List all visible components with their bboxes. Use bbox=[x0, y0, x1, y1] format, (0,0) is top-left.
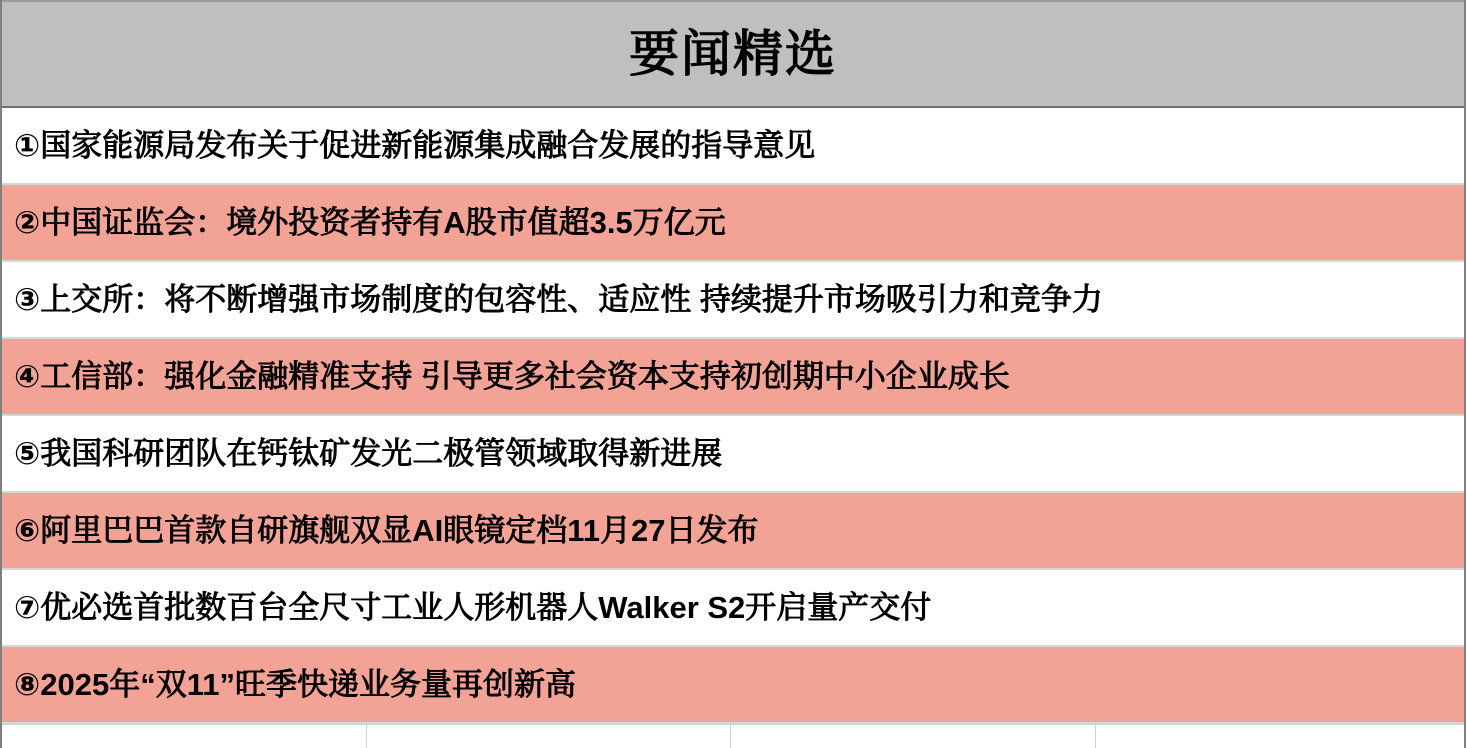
news-item-text: ⑤我国科研团队在钙钛矿发光二极管领域取得新进展 bbox=[14, 435, 723, 471]
empty-cell bbox=[367, 725, 731, 748]
news-item-text: ②中国证监会：境外投资者持有A股市值超3.5万亿元 bbox=[14, 204, 726, 240]
news-item-text: ④工信部：强化金融精准支持 引导更多社会资本支持初创期中小企业成长 bbox=[14, 358, 1010, 394]
news-row-8[interactable] bbox=[2, 647, 1464, 724]
news-item-text: ⑧2025年“双11”旺季快递业务量再创新高 bbox=[14, 666, 576, 702]
table-title-row bbox=[2, 0, 1464, 108]
news-row-6[interactable] bbox=[2, 493, 1464, 570]
news-row-3[interactable] bbox=[2, 262, 1464, 339]
news-row-4[interactable] bbox=[2, 339, 1464, 416]
news-item-text: ③上交所：将不断增强市场制度的包容性、适应性 持续提升市场吸引力和竞争力 bbox=[14, 281, 1103, 317]
news-item-text: ⑥阿里巴巴首款自研旗舰双显AI眼镜定档11月27日发布 bbox=[14, 512, 759, 548]
news-row-7[interactable] bbox=[2, 570, 1464, 647]
empty-cell bbox=[731, 725, 1096, 748]
empty-cell bbox=[2, 725, 367, 748]
page-title: 要闻精选 bbox=[629, 26, 837, 82]
news-row-1[interactable] bbox=[2, 108, 1464, 185]
news-item-text: ⑦优必选首批数百台全尺寸工业人形机器人Walker S2开启量产交付 bbox=[14, 589, 932, 625]
news-item-text: ①国家能源局发布关于促进新能源集成融合发展的指导意见 bbox=[14, 127, 816, 163]
empty-cells-row bbox=[2, 724, 1464, 748]
news-row-5[interactable] bbox=[2, 416, 1464, 493]
empty-cell bbox=[1096, 725, 1464, 748]
news-row-2[interactable] bbox=[2, 185, 1464, 262]
